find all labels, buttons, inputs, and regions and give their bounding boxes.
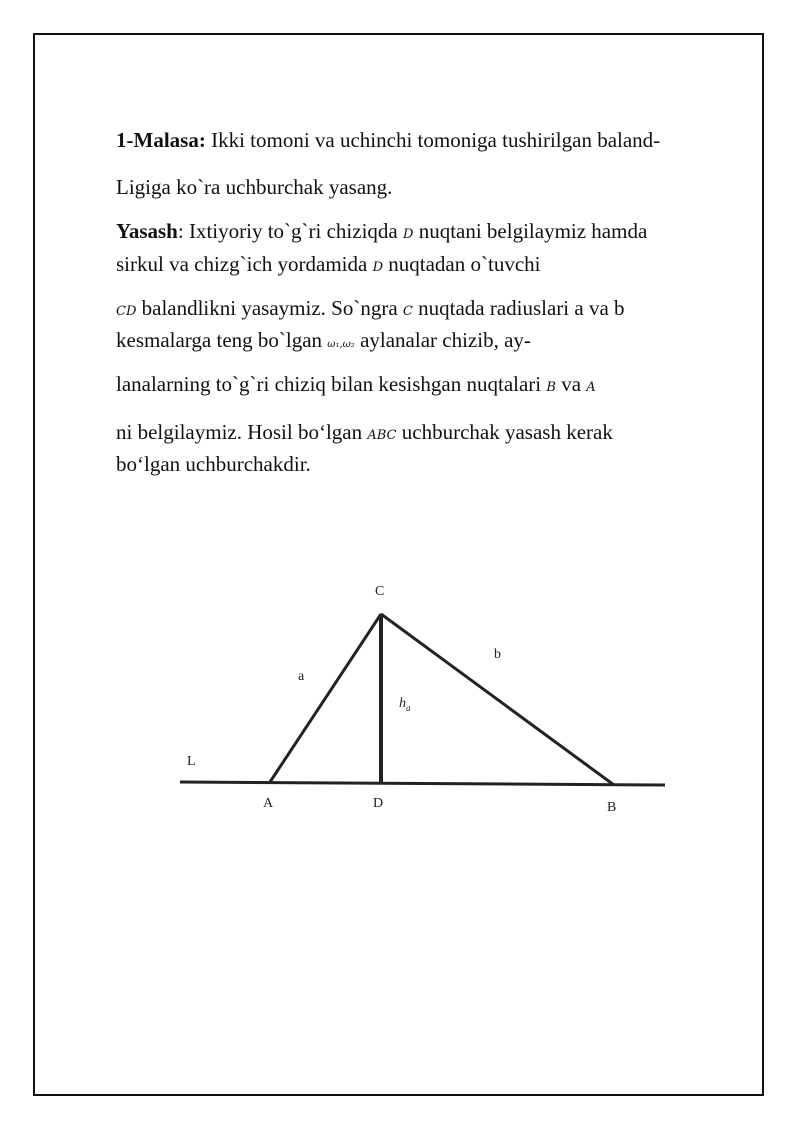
math-var-D: D bbox=[372, 260, 384, 275]
solution-text-1a: Ixtiyoriy to`g`ri chiziqda bbox=[188, 219, 398, 243]
line-L bbox=[180, 782, 665, 785]
math-var-D: D bbox=[403, 227, 414, 242]
solution-text-2b: nuqtadan o`tuvchi bbox=[388, 252, 541, 276]
math-var-CD: CD bbox=[116, 304, 137, 319]
solution-text-6b: uchburchak yasash kerak bbox=[401, 420, 613, 444]
label-B: B bbox=[607, 800, 617, 815]
solution-text-7: bo‘lgan uchburchakdir. bbox=[116, 452, 311, 476]
side-b bbox=[381, 614, 614, 785]
solution-text-4b: aylanalar chizib, ay- bbox=[360, 328, 531, 352]
problem-heading: 1-Malasa: bbox=[116, 128, 206, 152]
label-A: A bbox=[263, 796, 274, 811]
problem-text-1: Ikki tomoni va uchinchi tomoniga tushirilgan baland- bbox=[211, 128, 661, 152]
solution-text-2a: sirkul va chizg`ich yordamida bbox=[116, 252, 368, 276]
solution-text-5mid: va bbox=[561, 372, 582, 396]
math-var-A: A bbox=[586, 380, 596, 395]
label-h-sub: a bbox=[406, 703, 411, 713]
math-var-omega: ω₁,ω₂ bbox=[327, 339, 355, 350]
solution-text-4a: kesmalarga teng bo`lgan bbox=[116, 328, 323, 352]
math-var-B: B bbox=[546, 380, 556, 395]
label-b: b bbox=[494, 647, 501, 662]
math-var-C: C bbox=[402, 304, 413, 319]
label-L: L bbox=[187, 754, 196, 769]
solution-text-5a: lanalarning to`g`ri chiziq bilan kesishgan nuqtalari bbox=[116, 372, 542, 396]
label-a: a bbox=[298, 669, 305, 684]
solution-text-1b: nuqtani belgilaymiz hamda bbox=[418, 219, 648, 243]
label-C: C bbox=[375, 584, 385, 599]
solution-heading: Yasash bbox=[116, 219, 178, 243]
solution-text-3b: nuqtada radiuslari a va b bbox=[418, 296, 625, 320]
side-a bbox=[270, 614, 381, 782]
solution-text-3a: balandlikni yasaymiz. So`ngra bbox=[141, 296, 398, 320]
label-h-main: h bbox=[399, 696, 406, 711]
math-var-ABC: ABC bbox=[367, 428, 397, 443]
problem-text-2: Ligiga ko`ra uchburchak yasang. bbox=[116, 175, 393, 199]
label-D: D bbox=[373, 796, 384, 811]
label-h bbox=[399, 696, 411, 713]
solution-text-6a: ni belgilaymiz. Hosil bo‘lgan bbox=[116, 420, 363, 444]
solution-heading-colon: : bbox=[177, 219, 184, 243]
